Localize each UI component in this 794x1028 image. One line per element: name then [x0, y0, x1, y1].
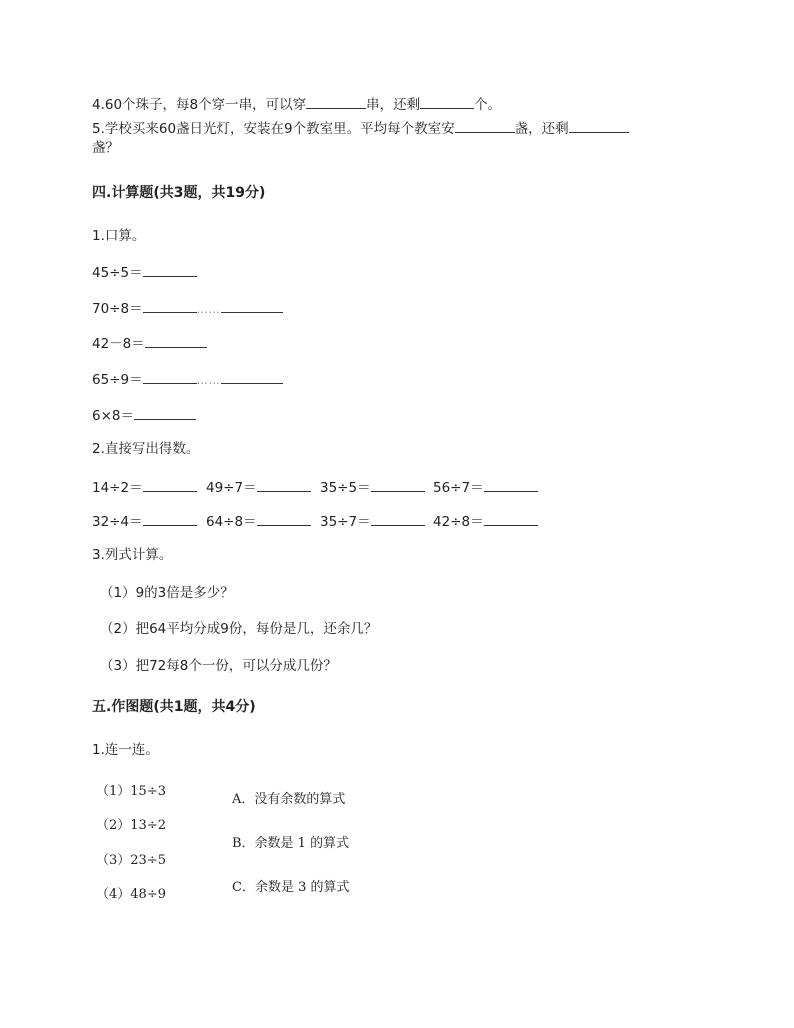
match-right-item[interactable]: B．余数是 1 的算式 — [232, 836, 350, 851]
match-right-item[interactable]: C．余数是 3 的算式 — [232, 880, 350, 895]
answer-blank[interactable] — [143, 298, 197, 313]
match-right-item[interactable]: A．没有余数的算式 — [232, 792, 346, 807]
answer-blank[interactable] — [143, 477, 197, 492]
mental-math-expression: 65÷9＝ — [92, 372, 143, 388]
mental-math-item — [92, 262, 197, 282]
direct-answer-row — [92, 511, 552, 531]
direct-answer-expression: 32÷4＝ — [92, 514, 143, 530]
answer-blank[interactable] — [455, 118, 515, 133]
mental-math-item — [92, 369, 283, 390]
answer-blank[interactable] — [420, 94, 474, 109]
answer-blank[interactable] — [257, 477, 311, 492]
remainder-blank[interactable] — [221, 369, 283, 384]
mental-math-item — [92, 333, 207, 353]
question-4-text-3: 个。 — [474, 97, 502, 113]
answer-blank[interactable] — [569, 118, 629, 133]
mental-math-expression: 6×8＝ — [92, 408, 134, 424]
calc-q3-label: 3.列式计算。 — [92, 547, 173, 563]
question-4-text-2: 串，还剩 — [366, 97, 421, 113]
direct-answer-expression: 35÷5＝ — [320, 480, 371, 496]
question-5-text-2: 盏，还剩 — [514, 121, 569, 137]
direct-answer-item — [433, 511, 538, 531]
direct-answer-expression: 56÷7＝ — [433, 480, 484, 496]
question-5-text-3: 盏？ — [92, 140, 119, 156]
answer-blank[interactable] — [257, 511, 311, 526]
answer-blank[interactable] — [306, 94, 366, 109]
direct-answer-item — [320, 511, 425, 531]
question-5-text-1: 5.学校买来60盏日光灯，安装在9个教室里。平均每个教室安 — [92, 121, 455, 137]
mental-math-item — [92, 405, 196, 425]
direct-answer-row — [92, 477, 552, 497]
match-left-item[interactable]: （2）13÷2 — [96, 818, 166, 833]
calc-q2-label: 2.直接写出得数。 — [92, 441, 200, 457]
remainder-blank[interactable] — [221, 298, 283, 313]
mental-math-expression: 70÷8＝ — [92, 301, 143, 317]
answer-blank[interactable] — [371, 511, 425, 526]
mental-math-item — [92, 298, 283, 319]
word-problem-item: （1）9的3倍是多少？ — [100, 585, 234, 601]
direct-answer-expression: 49÷7＝ — [206, 480, 257, 496]
answer-blank[interactable] — [484, 477, 538, 492]
direct-answer-item — [92, 511, 197, 531]
remainder-dots: …… — [196, 374, 221, 387]
answer-blank[interactable] — [484, 511, 538, 526]
drawing-q1-label: 1.连一连。 — [92, 742, 159, 758]
direct-answer-item — [433, 477, 538, 497]
calc-q1-label: 1.口算。 — [92, 228, 146, 244]
section-4-title: 四.计算题(共3题，共19分) — [92, 185, 266, 201]
direct-answer-expression: 64÷8＝ — [206, 514, 257, 530]
direct-answer-item — [206, 477, 311, 497]
remainder-dots: …… — [196, 303, 221, 316]
question-4-text-1: 4.60个珠子，每8个穿一串，可以穿 — [92, 97, 307, 113]
answer-blank[interactable] — [143, 511, 197, 526]
direct-answer-item — [206, 511, 311, 531]
section-5-title: 五.作图题(共1题，共4分) — [92, 699, 256, 715]
answer-blank[interactable] — [143, 262, 197, 277]
direct-answer-expression: 42÷8＝ — [433, 514, 484, 530]
question-5-continued — [92, 139, 119, 157]
direct-answer-item — [92, 477, 197, 497]
word-problem-item: （3）把72每8个一份，可以分成几份？ — [100, 658, 337, 674]
question-5 — [92, 118, 629, 138]
match-left-item[interactable]: （4）48÷9 — [96, 887, 166, 902]
answer-blank[interactable] — [145, 333, 207, 348]
mental-math-expression: 45÷5＝ — [92, 265, 143, 281]
direct-answer-expression: 35÷7＝ — [320, 514, 371, 530]
answer-blank[interactable] — [143, 369, 197, 384]
mental-math-expression: 42－8＝ — [92, 336, 145, 352]
word-problem-item: （2）把64平均分成9份，每份是几，还余几？ — [100, 621, 378, 637]
question-4 — [92, 94, 501, 114]
answer-blank[interactable] — [371, 477, 425, 492]
match-left-item[interactable]: （1）15÷3 — [96, 784, 166, 799]
match-left-item[interactable]: （3）23÷5 — [96, 853, 166, 868]
direct-answer-expression: 14÷2＝ — [92, 480, 143, 496]
direct-answer-item — [320, 477, 425, 497]
answer-blank[interactable] — [134, 405, 196, 420]
